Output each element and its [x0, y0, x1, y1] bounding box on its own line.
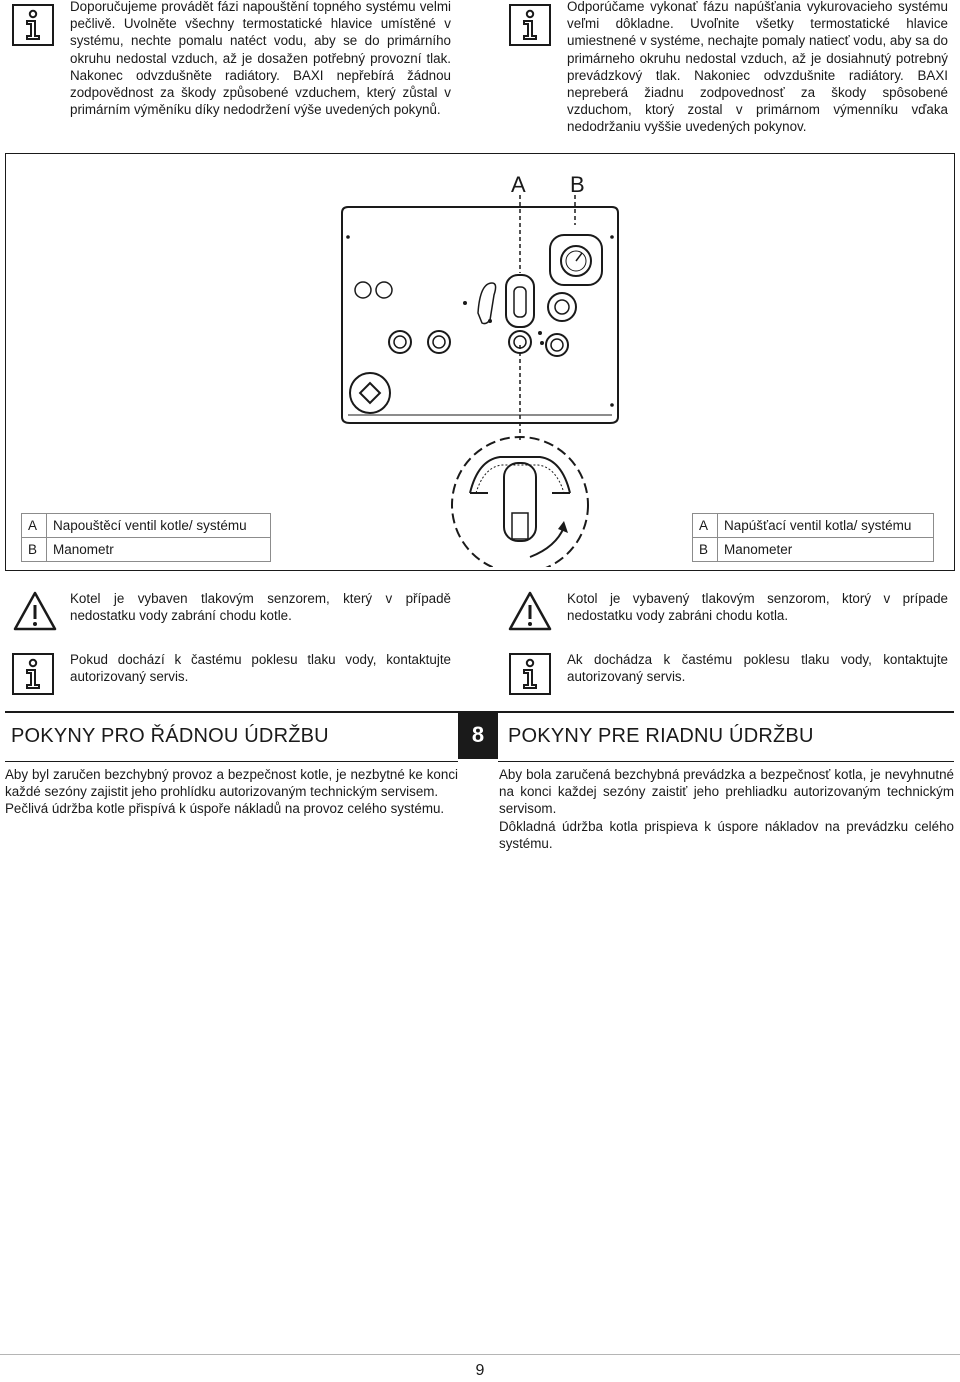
legend-left — [21, 513, 271, 562]
figure-label-b: B — [570, 172, 585, 197]
section-title-right: POKYNY PRE RIADNU ÚDRŽBU — [508, 725, 814, 747]
legend-value: Manometer — [718, 538, 934, 562]
legend-row — [22, 538, 271, 562]
info-icon — [509, 4, 551, 46]
legend-value: Napouštěcí ventil kotle/ systému — [47, 514, 271, 538]
footer-divider — [0, 1354, 960, 1355]
info-left-text: Pokud dochází k častému poklesu tlaku vody, kontaktujte autorizovaný servis. — [70, 652, 451, 685]
legend-row — [693, 514, 934, 538]
info-icon — [12, 4, 54, 46]
legend-value: Napúšťací ventil kotla/ systému — [718, 514, 934, 538]
boiler-diagram — [330, 195, 630, 567]
info-right-text: Ak dochádza k častému poklesu tlaku vody, kontaktujte autorizovaný servis. — [567, 652, 948, 685]
section-body-left — [5, 766, 458, 818]
legend-key: A — [693, 514, 718, 538]
legend-key: A — [22, 514, 47, 538]
section-title-left: POKYNY PRO ŘÁDNOU ÚDRŽBU — [11, 725, 329, 747]
figure-label-a: A — [511, 172, 526, 197]
section-number: 8 — [458, 711, 498, 759]
page-number: 9 — [475, 1362, 485, 1379]
legend-key: B — [693, 538, 718, 562]
section-body-right — [499, 766, 954, 852]
top-right-paragraph: Odporúčame vykonať fázu napúšťania vykurovacieho systému veľmi dôkladne. Uvoľnite všetky termostatické hlavice umiestnené v systéme, nechajte pomaly natiecť vodu, aby sa do primárneho okruhu nedostal vzduch, až je dosiahnutý potrebný prevádzkový tlak. Nakoniec odvzdušnite radiátory. BAXI nepreberá žiadnu zodpovednosť za škody spôsobené vzduchom, ktorý zostal v primárnom výmenníku vďaka nedodržaniu vyššie uvedených pokynov. — [567, 0, 948, 135]
warning-icon — [13, 591, 57, 631]
info-icon — [12, 653, 54, 695]
paragraph: Pečlivá údržba kotle přispívá k úspoře nákladů na provoz celého systému. — [5, 801, 445, 817]
legend-row — [693, 538, 934, 562]
legend-key: B — [22, 538, 47, 562]
warning-icon — [508, 591, 552, 631]
section-header-left — [5, 711, 458, 762]
legend-right — [692, 513, 934, 562]
top-left-paragraph: Doporučujeme provádět fázi napouštění topného systému velmi pečlivě. Uvolněte všechny termostatické hlavice umístěné v systému, nechte pomalu natéct vodu, aby se do primárního okruhu nedostal vzduch, až je dosažen potřebný provozní tlak. Nakonec odvzdušněte radiátory. BAXI nepřebírá žádnou zodpovědnost za škody způsobené vzduchem, který zůstal v primárním výměníku díky nedodržení výše uvedených pokynů. — [70, 0, 451, 118]
warning-right-text: Kotol je vybavený tlakovým senzorom, ktorý v prípade nedostatku vody zabráni chodu kotla. — [567, 591, 948, 624]
section-header-right — [498, 711, 954, 762]
info-icon — [509, 653, 551, 695]
warning-left-text: Kotel je vybaven tlakovým senzorem, který v případě nedostatku vody zabrání chodu kotle. — [70, 591, 451, 624]
legend-row — [22, 514, 271, 538]
legend-value: Manometr — [47, 538, 271, 562]
paragraph: Aby byl zaručen bezchybný provoz a bezpečnost kotle, je nezbytné ke konci každé sezóny zajistit jeho prohlídku autorizovaným technickým servisem. — [5, 767, 458, 800]
paragraph: Aby bola zaručená bezchybná prevádzka a bezpečnosť kotla, je nevyhnutné na konci každej sezóny zaistiť jeho prehliadku autorizovaným technickým servisom. — [499, 767, 954, 817]
paragraph: Dôkladná údržba kotla prispieva k úspore nákladov na prevádzku celého systému. — [499, 818, 954, 851]
